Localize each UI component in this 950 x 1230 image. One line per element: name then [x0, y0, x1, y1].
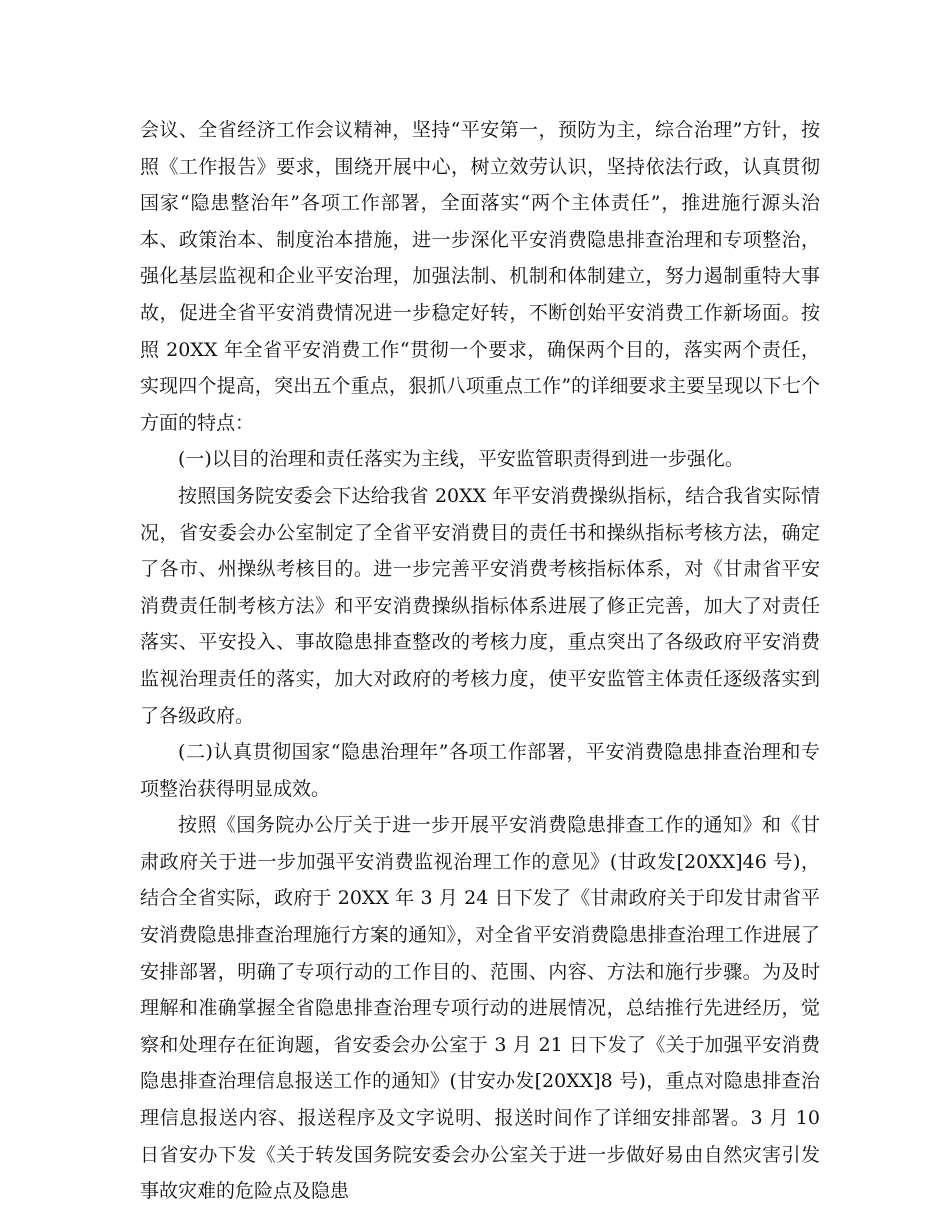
paragraph-section-1: 按照国务院安委会下达给我省 20XX 年平安消费操纵指标，结合我省实际情况，省安委会办公室制定了全省平安消费目的责任书和操纵指标考核方法，确定了各市、州操纵考核目的。进一步完善平安消费考核指标体系，对《甘肃省平安消费责任制考核方法》和平安消费操纵指标体系进展了修正完善，加大了对责任落实、平安投入、事故隐患排查整改的考核力度，重点突出了各级政府平安消费监视治理责任的落实，加大对政府的考核力度，使平安监管主体责任逐级落实到了各级政府。 — [140, 484, 820, 727]
document-body — [140, 112, 820, 1210]
paragraph-section-2: 按照《国务院办公厅关于进一步开展平安消费隐患排查工作的通知》和《甘肃政府关于进一步加强平安消费监视治理工作的意见》(甘政发[20XX]46 号)，结合全省实际，政府于 20XX 年 3 月 24 日下发了《甘肃政府关于印发甘肃省平安消费隐患排查治理施行方案的通知》，对全省平安消费隐患排查治理工作进展了安排部署，明确了专项行动的工作目的、范围、内容、方法和施行步骤。为及时理解和准确掌握全省隐患排查治理专项行动的进展情况，总结推行先进经历，觉察和处理存在征询题，省安委会办公室于 3 月 21 日下发了《关于加强平安消费隐患排查治理信息报送工作的通知》(甘安办发[20XX]8 号)，重点对隐患排查治理信息报送内容、报送程序及文字说明、报送时间作了详细安排部署。3 月 10 日省安办下发《关于转发国务院安委会办公室关于进一步做好易由自然灾害引发事故灾难的危险点及隐患 — [140, 814, 820, 1203]
section-heading-1: (一)以目的治理和责任落实为主线，平安监管职责得到进一步强化。 — [178, 448, 744, 471]
paragraph-opening: 会议、全省经济工作会议精神，坚持“平安第一，预防为主，综合治理”方针，按照《工作报告》要求，围绕开展中心，树立效劳认识，坚持依法行政，认真贯彻国家“隐患整治年”各项工作部署，全面落实“两个主体责任”，推进施行源头治本、政策治本、制度治本措施，进一步深化平安消费隐患排查治理和专项整治，强化基层监视和企业平安治理，加强法制、机制和体制建立，努力遏制重特大事故，促进全省平安消费情况进一步稳定好转，不断创始平安消费工作新场面。按照 20XX 年全省平安消费工作“贯彻一个要求，确保两个目的，落实两个责任，实现四个提高，突出五个重点，狠抓八项重点工作”的详细要求主要呈现以下七个方面的特点： — [140, 119, 820, 434]
section-heading-2: (二)认真贯彻国家“隐患治理年”各项工作部署，平安消费隐患排查治理和专项整治获得明显成效。 — [140, 741, 820, 800]
